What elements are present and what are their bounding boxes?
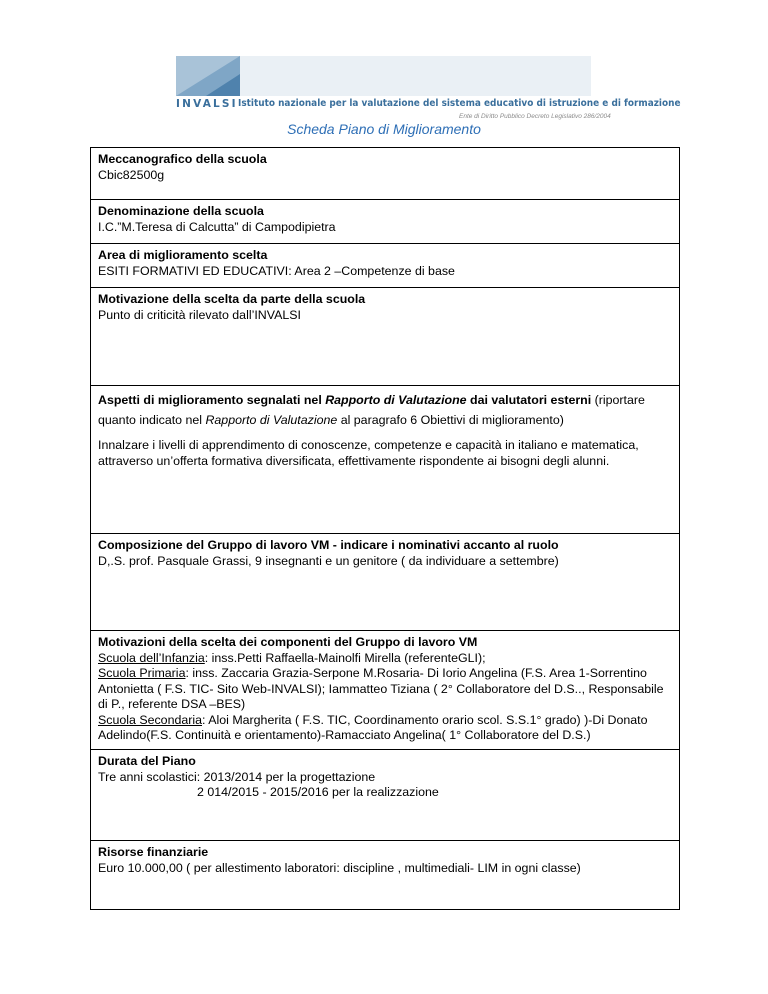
motivazione-value: Punto di criticità rilevato dall’INVALSI	[98, 307, 301, 322]
secondaria-line	[98, 713, 672, 744]
aspetti-note-a: (riportare quanto indicato nel	[98, 393, 645, 427]
row-codice	[91, 148, 680, 200]
row-aspetti	[91, 386, 680, 534]
denominazione-value: I.C.”M.Teresa di Calcutta” di Campodipietra	[98, 219, 336, 234]
infanzia-text: : inss.Petti Raffaella-Mainolfi Mirella (referenteGLI);	[204, 650, 486, 665]
composizione-label: Composizione del Gruppo di lavoro VM - indicare i nominativi accanto al ruolo	[98, 538, 559, 552]
secondaria-label: Scuola Secondaria	[98, 712, 203, 727]
primaria-label: Scuola Primaria	[98, 666, 186, 680]
area-label: Area di miglioramento scelta	[98, 248, 268, 262]
row-durata	[91, 750, 680, 841]
motivazioni-componenti-label: Motivazioni della scelta dei componenti del Gruppo di lavoro VM	[98, 635, 478, 649]
primaria-text: : inss. Zaccaria Grazia-Serpone M.Rosaria- Di Iorio Angelina (F.S. Area 1-Sorrentino Antonietta ( F.S. TIC- Sito Web-INVALSI); Iammatteo Tiziana ( 2° Collaboratore del D.S.., Responsabile di P., referente DSA –BES)	[98, 666, 664, 711]
composizione-value: D,.S. prof. Pasquale Grassi, 9 insegnanti e un genitore ( da individuare a settembre)	[98, 553, 559, 568]
row-denominazione	[91, 200, 680, 244]
codice-label: Meccanografico della scuola	[98, 152, 267, 166]
plan-form-table	[90, 147, 680, 910]
aspetti-label-c: dai valutatori esterni	[466, 393, 592, 407]
motivazione-label: Motivazione della scelta da parte della scuola	[98, 292, 366, 306]
risorse-label: Risorse finanziarie	[98, 845, 209, 859]
aspetti-value: Innalzare i livelli di apprendimento di conoscenze, competenze e capacità in italiano e matematica, attraverso un’offerta formativa diversificata, effettivamente rispondente ai bisogni degli alunni.	[98, 438, 639, 468]
row-composizione	[91, 534, 680, 631]
infanzia-line	[98, 651, 672, 667]
logo-graphic	[176, 56, 591, 104]
aspetti-label-a: Aspetti di miglioramento segnalati nel	[98, 393, 326, 407]
durata-line1: Tre anni scolastici: 2013/2014 per la progettazione	[98, 769, 376, 784]
codice-value: Cbic82500g	[98, 167, 165, 182]
infanzia-label: Scuola dell’Infanzia	[98, 650, 205, 665]
aspetti-label-b: Rapporto di Valutazione	[325, 393, 467, 407]
durata-label: Durata del Piano	[98, 754, 196, 768]
row-motivazioni-componenti	[91, 631, 680, 750]
primaria-line	[98, 666, 672, 713]
entity-note: Ente di Diritto Pubblico Decreto Legislativo 286/2004	[459, 113, 611, 120]
aspetti-heading	[98, 390, 672, 430]
aspetti-note-b: Rapporto di Valutazione	[205, 413, 338, 427]
invalsi-logo	[176, 56, 591, 104]
page-title: Scheda Piano di Miglioramento	[287, 121, 481, 137]
area-value: ESITI FORMATIVI ED EDUCATIVI: Area 2 –Competenze di base	[98, 263, 455, 278]
row-risorse	[91, 841, 680, 910]
institute-name: Istituto nazionale per la valutazione del sistema educativo di istruzione e di formazione	[238, 98, 681, 109]
denominazione-label: Denominazione della scuola	[98, 204, 264, 218]
aspetti-note-c: al paragrafo 6 Obiettivi di miglioramento)	[337, 413, 564, 427]
brand-name: INVALSI	[176, 98, 238, 110]
secondaria-text: : Aloi Margherita ( F.S. TIC, Coordinamento orario scol. S.S.1° grado) )-Di Donato Adelindo(F.S. Continuità e orientamento)-Ramacciato Angelina( 1° Collaboratore del D.S.)	[98, 712, 648, 742]
row-motivazione	[91, 288, 680, 386]
row-area	[91, 244, 680, 288]
durata-line2: 2 014/2015 - 2015/2016 per la realizzazione	[197, 785, 439, 799]
risorse-value: Euro 10.000,00 ( per allestimento laboratori: discipline , multimediali- LIM in ogni classe)	[98, 860, 581, 875]
